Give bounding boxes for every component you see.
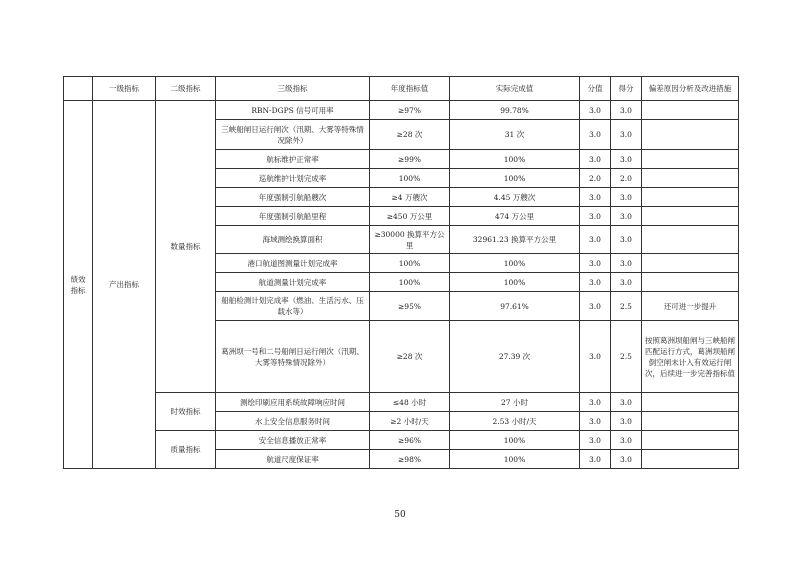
score-cell: 3.0 <box>580 412 611 431</box>
target-cell: ≥2 小时/天 <box>370 412 450 431</box>
got-cell: 3.0 <box>611 393 642 412</box>
target-cell: ≥95% <box>370 292 450 321</box>
score-cell: 3.0 <box>580 321 611 393</box>
note-cell <box>642 450 739 469</box>
actual-cell: 4.45 万艘次 <box>450 188 580 207</box>
header-cell: 分值 <box>580 77 611 101</box>
indicator-cell: 水上安全信息服务时间 <box>216 412 370 431</box>
target-cell: ≤48 小时 <box>370 393 450 412</box>
indicator-cell: 安全信息播放正常率 <box>216 431 370 450</box>
group-quality: 质量指标 <box>156 431 216 469</box>
header-row <box>64 77 739 101</box>
actual-cell: 27.39 次 <box>450 321 580 393</box>
got-cell: 3.0 <box>611 450 642 469</box>
score-cell: 3.0 <box>580 150 611 169</box>
got-cell: 3.0 <box>611 120 642 150</box>
header-cell: 实际完成值 <box>450 77 580 101</box>
note-cell: 按照葛洲坝船闸与三峡船闸匹配运行方式，葛洲坝船闸倒空闸未计入有效运行闸次，后续进一步完善指标值 <box>642 321 739 393</box>
target-cell: ≥4 万艘次 <box>370 188 450 207</box>
actual-cell: 31 次 <box>450 120 580 150</box>
indicator-cell: 港口航道图测量计划完成率 <box>216 254 370 273</box>
group-timeliness: 时效指标 <box>156 393 216 431</box>
group-quantity: 数量指标 <box>156 101 216 393</box>
score-cell: 3.0 <box>580 120 611 150</box>
got-cell: 3.0 <box>611 412 642 431</box>
note-cell <box>642 207 739 226</box>
target-cell: ≥30000 换算平方公里 <box>370 226 450 254</box>
table-row <box>64 393 739 412</box>
got-cell: 2.0 <box>611 169 642 188</box>
target-cell: ≥97% <box>370 101 450 120</box>
got-cell: 3.0 <box>611 150 642 169</box>
target-cell: ≥96% <box>370 431 450 450</box>
score-cell: 3.0 <box>580 431 611 450</box>
table-row <box>64 431 739 450</box>
indicator-cell: 船舶检测计划完成率（燃油、生活污水、压载水等） <box>216 292 370 321</box>
note-cell <box>642 120 739 150</box>
page-number: 50 <box>394 510 406 520</box>
actual-cell: 27 小时 <box>450 393 580 412</box>
got-cell: 3.0 <box>611 207 642 226</box>
target-cell: 100% <box>370 254 450 273</box>
actual-cell: 100% <box>450 169 580 188</box>
table-row <box>64 101 739 120</box>
score-cell: 3.0 <box>580 393 611 412</box>
actual-cell: 99.78% <box>450 101 580 120</box>
note-cell <box>642 226 739 254</box>
target-cell: ≥28 次 <box>370 321 450 393</box>
indicator-cell: RBN-DGPS 信号可用率 <box>216 101 370 120</box>
note-cell <box>642 169 739 188</box>
actual-cell: 100% <box>450 431 580 450</box>
actual-cell: 100% <box>450 150 580 169</box>
score-cell: 2.0 <box>580 169 611 188</box>
target-cell: 100% <box>370 273 450 292</box>
level1-label: 产出指标 <box>93 101 156 469</box>
indicator-cell: 航道测量计划完成率 <box>216 273 370 292</box>
actual-cell: 100% <box>450 254 580 273</box>
got-cell: 3.0 <box>611 254 642 273</box>
header-cell: 偏差原因分析及改进措施 <box>642 77 739 101</box>
indicator-cell: 年度强制引航船里程 <box>216 207 370 226</box>
got-cell: 3.0 <box>611 188 642 207</box>
actual-cell: 100% <box>450 273 580 292</box>
actual-cell: 474 万公里 <box>450 207 580 226</box>
score-cell: 3.0 <box>580 226 611 254</box>
note-cell <box>642 431 739 450</box>
target-cell: ≥28 次 <box>370 120 450 150</box>
score-cell: 3.0 <box>580 254 611 273</box>
indicator-cell: 海域测绘换算面积 <box>216 226 370 254</box>
score-cell: 3.0 <box>580 292 611 321</box>
score-cell: 3.0 <box>580 188 611 207</box>
indicator-cell: 巡航维护计划完成率 <box>216 169 370 188</box>
indicator-cell: 航标维护正常率 <box>216 150 370 169</box>
note-cell <box>642 412 739 431</box>
score-cell: 3.0 <box>580 207 611 226</box>
header-cell: 三级指标 <box>216 77 370 101</box>
header-cell: 年度指标值 <box>370 77 450 101</box>
level0-label: 绩效指标 <box>64 101 93 469</box>
target-cell: ≥98% <box>370 450 450 469</box>
got-cell: 2.5 <box>611 321 642 393</box>
note-cell <box>642 150 739 169</box>
performance-table <box>63 76 739 469</box>
actual-cell: 100% <box>450 450 580 469</box>
got-cell: 3.0 <box>611 101 642 120</box>
target-cell: 100% <box>370 169 450 188</box>
header-cell: 得分 <box>611 77 642 101</box>
indicator-cell: 葛洲坝一号和二号船闸日运行闸次（汛期、大雾等特殊情况除外） <box>216 321 370 393</box>
note-cell <box>642 254 739 273</box>
note-cell <box>642 273 739 292</box>
score-cell: 3.0 <box>580 450 611 469</box>
score-cell: 3.0 <box>580 273 611 292</box>
header-cell: 二级指标 <box>156 77 216 101</box>
got-cell: 3.0 <box>611 226 642 254</box>
note-cell <box>642 101 739 120</box>
indicator-cell: 三峡船闸日运行闸次（汛期、大雾等特殊情况除外） <box>216 120 370 150</box>
target-cell: ≥99% <box>370 150 450 169</box>
actual-cell: 97.61% <box>450 292 580 321</box>
actual-cell: 32961.23 换算平方公里 <box>450 226 580 254</box>
actual-cell: 2.53 小时/天 <box>450 412 580 431</box>
got-cell: 3.0 <box>611 431 642 450</box>
indicator-cell: 航道尺度保证率 <box>216 450 370 469</box>
score-cell: 3.0 <box>580 101 611 120</box>
indicator-cell: 测绘印刷应用系统故障响应时间 <box>216 393 370 412</box>
target-cell: ≥450 万公里 <box>370 207 450 226</box>
note-cell <box>642 188 739 207</box>
header-cell: 一级指标 <box>93 77 156 101</box>
indicator-cell: 年度强制引航船艘次 <box>216 188 370 207</box>
note-cell: 还可进一步提升 <box>642 292 739 321</box>
note-cell <box>642 393 739 412</box>
got-cell: 2.5 <box>611 292 642 321</box>
got-cell: 3.0 <box>611 273 642 292</box>
header-cell <box>64 77 93 101</box>
